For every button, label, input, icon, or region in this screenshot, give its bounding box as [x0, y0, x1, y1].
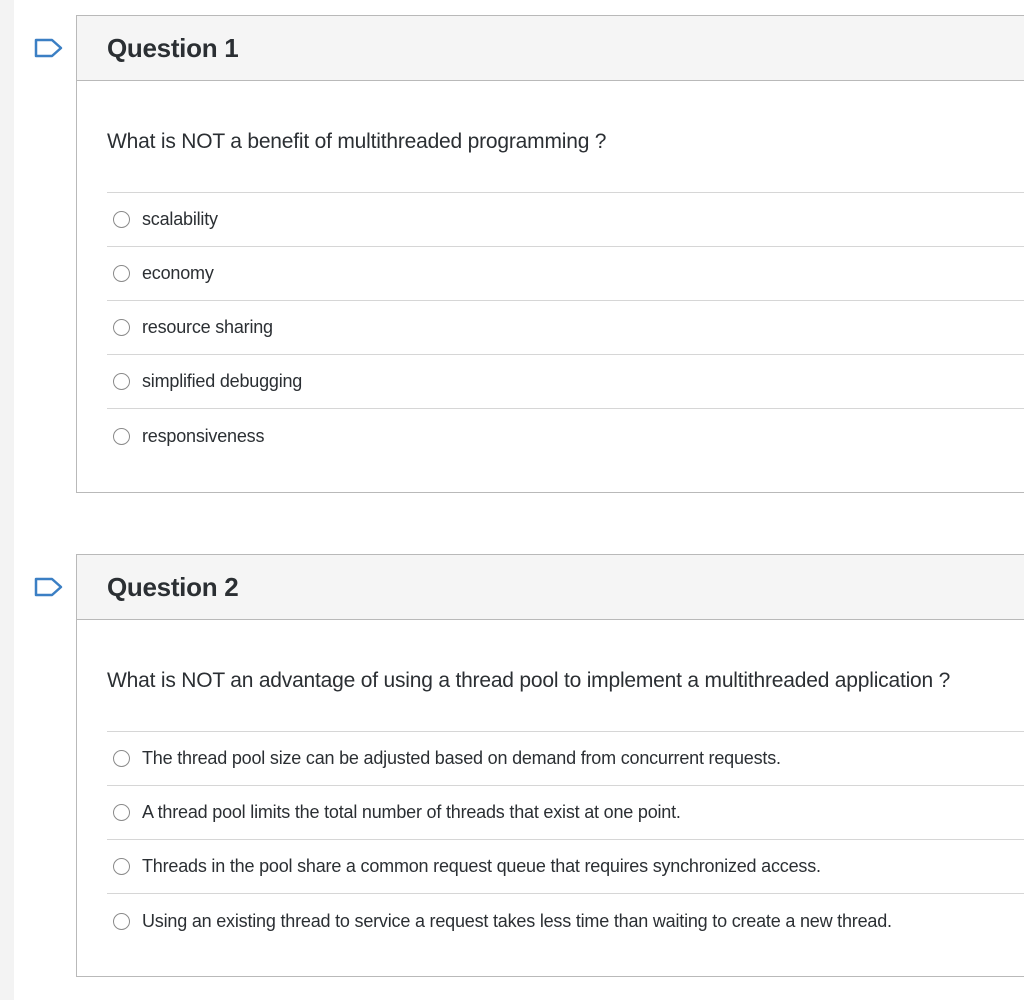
flag-question-2-icon[interactable] [34, 577, 64, 597]
option-resource-sharing[interactable] [107, 301, 1024, 355]
option-label: The thread pool size can be adjusted based on demand from concurrent requests. [142, 748, 781, 768]
radio-button[interactable] [113, 265, 130, 282]
question-1-text: What is NOT a benefit of multithreaded programming ? [107, 130, 607, 153]
question-1-options [107, 192, 1024, 463]
question-2-options [107, 731, 1024, 948]
radio-button[interactable] [113, 750, 130, 767]
radio-button[interactable] [113, 373, 130, 390]
option-label: Using an existing thread to service a request takes less time than waiting to create a new thread. [142, 910, 892, 931]
question-2-text: What is NOT an advantage of using a thread pool to implement a multithreaded application ? [107, 669, 951, 692]
option-label: Threads in the pool share a common request queue that requires synchronized access. [142, 856, 821, 876]
option-label: resource sharing [142, 317, 273, 337]
option-label: A thread pool limits the total number of threads that exist at one point. [142, 802, 681, 822]
option-label: scalability [142, 209, 218, 229]
radio-button[interactable] [113, 858, 130, 875]
question-1-card [76, 15, 1024, 493]
option-limits-threads[interactable] [107, 786, 1024, 840]
question-2-header [77, 555, 1024, 620]
question-2-card [76, 554, 1024, 977]
question-1-title: Question 1 [107, 32, 239, 63]
option-economy[interactable] [107, 247, 1024, 301]
question-1-body [77, 130, 1024, 463]
option-simplified-debugging[interactable] [107, 355, 1024, 409]
flag-question-1-icon[interactable] [34, 38, 64, 58]
question-1-header [77, 16, 1024, 81]
radio-button[interactable] [113, 211, 130, 228]
option-label: responsiveness [142, 425, 265, 446]
option-existing-thread[interactable] [107, 894, 1024, 948]
question-2-body [77, 669, 1024, 948]
radio-button[interactable] [113, 319, 130, 336]
option-label: economy [142, 263, 214, 283]
left-gutter [0, 0, 14, 1000]
question-2-title: Question 2 [107, 571, 239, 602]
radio-button[interactable] [113, 913, 130, 930]
option-responsiveness[interactable] [107, 409, 1024, 463]
option-scalability[interactable] [107, 193, 1024, 247]
radio-button[interactable] [113, 428, 130, 445]
option-pool-size-adjusted[interactable] [107, 732, 1024, 786]
option-label: simplified debugging [142, 371, 303, 391]
radio-button[interactable] [113, 804, 130, 821]
option-shared-queue[interactable] [107, 840, 1024, 894]
